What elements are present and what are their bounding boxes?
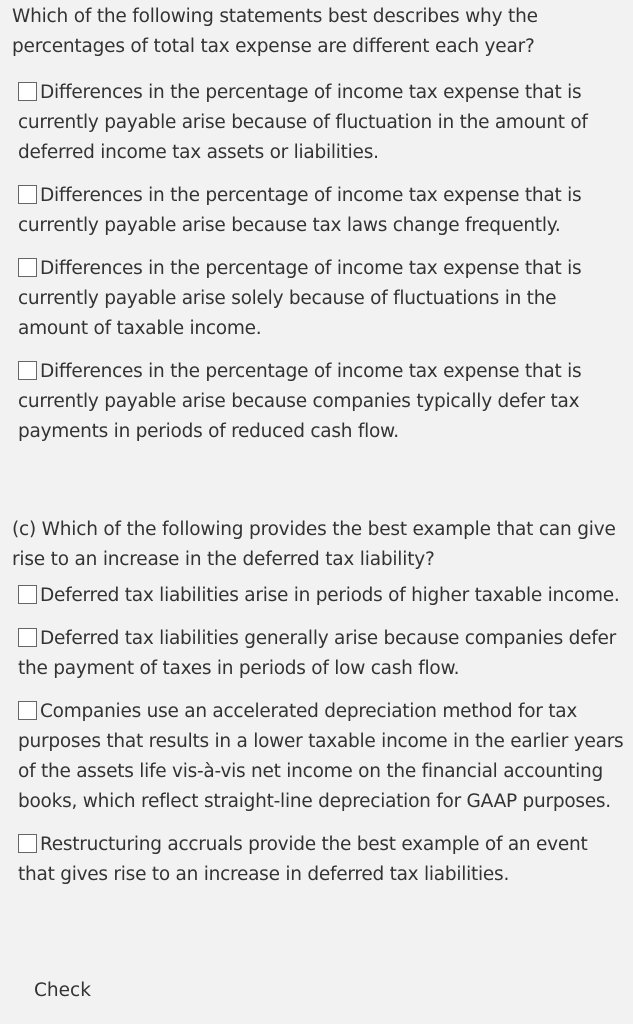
option-b-4[interactable] xyxy=(18,357,628,447)
option-label: Deferred tax liabilities arise in periods of higher taxable income. xyxy=(40,585,620,606)
option-b-2[interactable] xyxy=(18,181,628,241)
option-label: Differences in the percentage of income tax expense that is currently payable arise because tax laws change frequently. xyxy=(18,185,582,236)
check-button[interactable]: Check xyxy=(34,976,91,1006)
option-label: Differences in the percentage of income tax expense that is currently payable arise solely because of fluctuations in the amount of taxable income. xyxy=(18,258,582,339)
option-label: Deferred tax liabilities generally arise because companies defer the payment of taxes in periods of low cash flow. xyxy=(18,628,617,679)
checkbox[interactable] xyxy=(18,361,37,380)
checkbox[interactable] xyxy=(18,628,37,647)
checkbox[interactable] xyxy=(18,82,37,101)
checkbox[interactable] xyxy=(18,585,37,604)
option-label: Restructuring accruals provide the best example of an event that gives rise to an increase in deferred tax liabilities. xyxy=(18,834,588,885)
option-label: Companies use an accelerated depreciation method for tax purposes that results in a lower taxable income in the earlier years of the assets life vis-à-vis net income on the financial accounting books, which reflect straight-line depreciation for GAAP purposes. xyxy=(18,701,624,812)
checkbox[interactable] xyxy=(18,185,37,204)
question-c-options xyxy=(18,581,628,903)
question-b-options xyxy=(18,78,628,460)
option-c-2[interactable] xyxy=(18,624,628,684)
option-b-1[interactable] xyxy=(18,78,628,168)
option-c-4[interactable] xyxy=(18,830,628,890)
option-c-1[interactable] xyxy=(18,581,628,611)
option-label: Differences in the percentage of income tax expense that is currently payable arise because of fluctuation in the amount of deferred income tax assets or liabilities. xyxy=(18,82,588,163)
checkbox[interactable] xyxy=(18,834,37,853)
question-c-text: (c) Which of the following provides the best example that can give rise to an increase in the deferred tax liability? xyxy=(12,519,616,570)
question-b-text: Which of the following statements best describes why the percentages of total tax expense are different each year? xyxy=(12,6,538,57)
option-c-3[interactable] xyxy=(18,697,628,817)
option-label: Differences in the percentage of income tax expense that is currently payable arise because companies typically defer tax payments in periods of reduced cash flow. xyxy=(18,361,582,442)
checkbox[interactable] xyxy=(18,701,37,720)
option-b-3[interactable] xyxy=(18,254,628,344)
checkbox[interactable] xyxy=(18,258,37,277)
